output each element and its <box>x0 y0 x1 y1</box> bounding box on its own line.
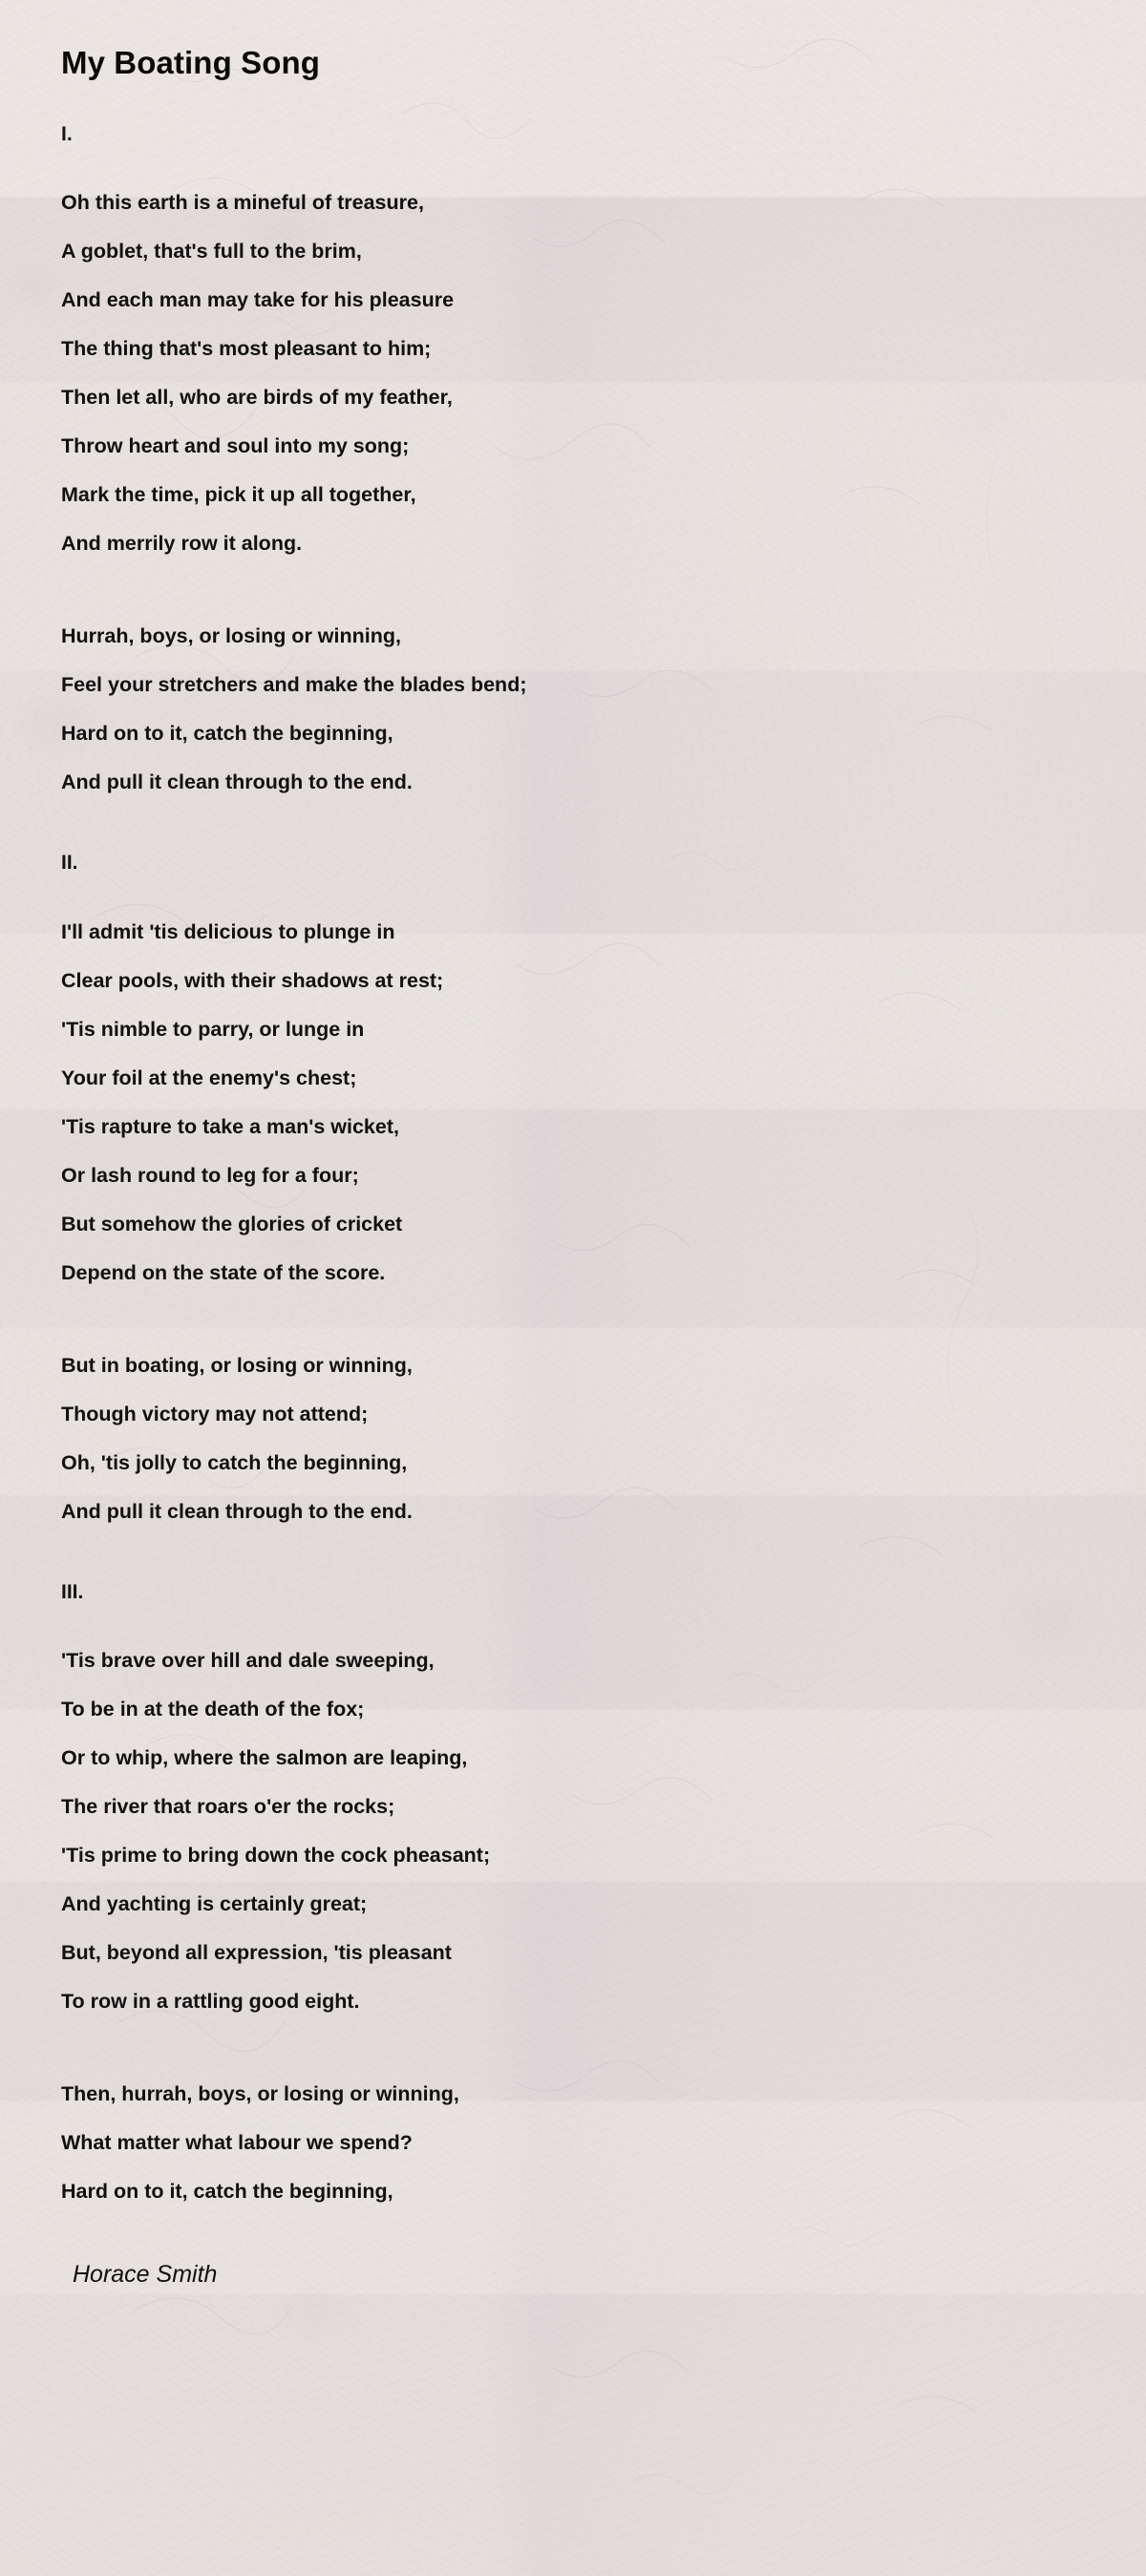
verse-line: 'Tis prime to bring down the cock pheasant; <box>61 1843 491 1867</box>
verse-line: Or to whip, where the salmon are leaping, <box>61 1745 468 1769</box>
verse-line: And pull it clean through to the end. <box>61 771 413 794</box>
verse-1-2 <box>61 612 1146 807</box>
verse-line: 'Tis nimble to parry, or lunge in <box>61 1017 365 1041</box>
verse-line: But, beyond all expression, 'tis pleasant <box>61 1940 452 1964</box>
verse-line: But somehow the glories of cricket <box>61 1212 403 1235</box>
verse-line: And each man may take for his pleasure <box>61 288 455 312</box>
verse-line: Throw heart and soul into my song; <box>61 434 410 458</box>
verse-line: Then, hurrah, boys, or losing or winning, <box>61 2081 459 2105</box>
verse-line: Your foil at the enemy's chest; <box>61 1066 357 1089</box>
verse-line: A goblet, that's full to the brim, <box>61 240 362 264</box>
verse-line: Then let all, who are birds of my feather, <box>61 386 453 410</box>
verse-line: To be in at the death of the fox; <box>61 1697 365 1721</box>
verse-line: 'Tis brave over hill and dale sweeping, <box>61 1648 435 1672</box>
verse-line: And pull it clean through to the end. <box>61 1499 413 1523</box>
verse-line: Though victory may not attend; <box>61 1402 369 1425</box>
verse-3-2 <box>61 2070 1146 2216</box>
page-title: My Boating Song <box>61 45 320 80</box>
verse-line: Hurrah, boys, or losing or winning, <box>61 624 401 648</box>
verse-line: To row in a rattling good eight. <box>61 1989 360 2013</box>
stanza-number-2: II. <box>61 852 78 875</box>
verse-line: Mark the time, pick it up all together, <box>61 483 416 507</box>
verse-line: Oh this earth is a mineful of treasure, <box>61 191 424 215</box>
poem-author: Horace Smith <box>73 2260 218 2288</box>
verse-line: Clear pools, with their shadows at rest; <box>61 968 444 992</box>
verse-line: Hard on to it, catch the beginning, <box>61 2179 393 2203</box>
verse-2-1 <box>61 908 1146 1298</box>
verse-line: 'Tis rapture to take a man's wicket, <box>61 1114 399 1138</box>
verse-line: Feel your stretchers and make the blades bend; <box>61 673 527 697</box>
verse-line: And yachting is certainly great; <box>61 1891 368 1915</box>
verse-line: And merrily row it along. <box>61 532 303 556</box>
verse-line: What matter what labour we spend? <box>61 2130 413 2154</box>
verse-line: I'll admit 'tis delicious to plunge in <box>61 919 395 943</box>
poem-section-1 <box>61 122 1146 807</box>
verse-2-2 <box>61 1341 1146 1536</box>
verse-line: Or lash round to leg for a four; <box>61 1163 359 1187</box>
verse-line: But in boating, or losing or winning, <box>61 1353 413 1377</box>
verse-3-1 <box>61 1636 1146 2026</box>
verse-line: Hard on to it, catch the beginning, <box>61 722 393 746</box>
poem-section-2 <box>61 851 1146 1535</box>
verse-line: Depend on the state of the score. <box>61 1260 386 1284</box>
verse-1-1 <box>61 179 1146 568</box>
verse-line: The thing that's most pleasant to him; <box>61 337 432 361</box>
verse-line: Oh, 'tis jolly to catch the beginning, <box>61 1450 408 1474</box>
poem-section-3 <box>61 1580 1146 2216</box>
verse-line: The river that roars o'er the rocks; <box>61 1794 395 1818</box>
stanza-number-3: III. <box>61 1580 84 1603</box>
stanza-number-1: I. <box>61 123 73 146</box>
